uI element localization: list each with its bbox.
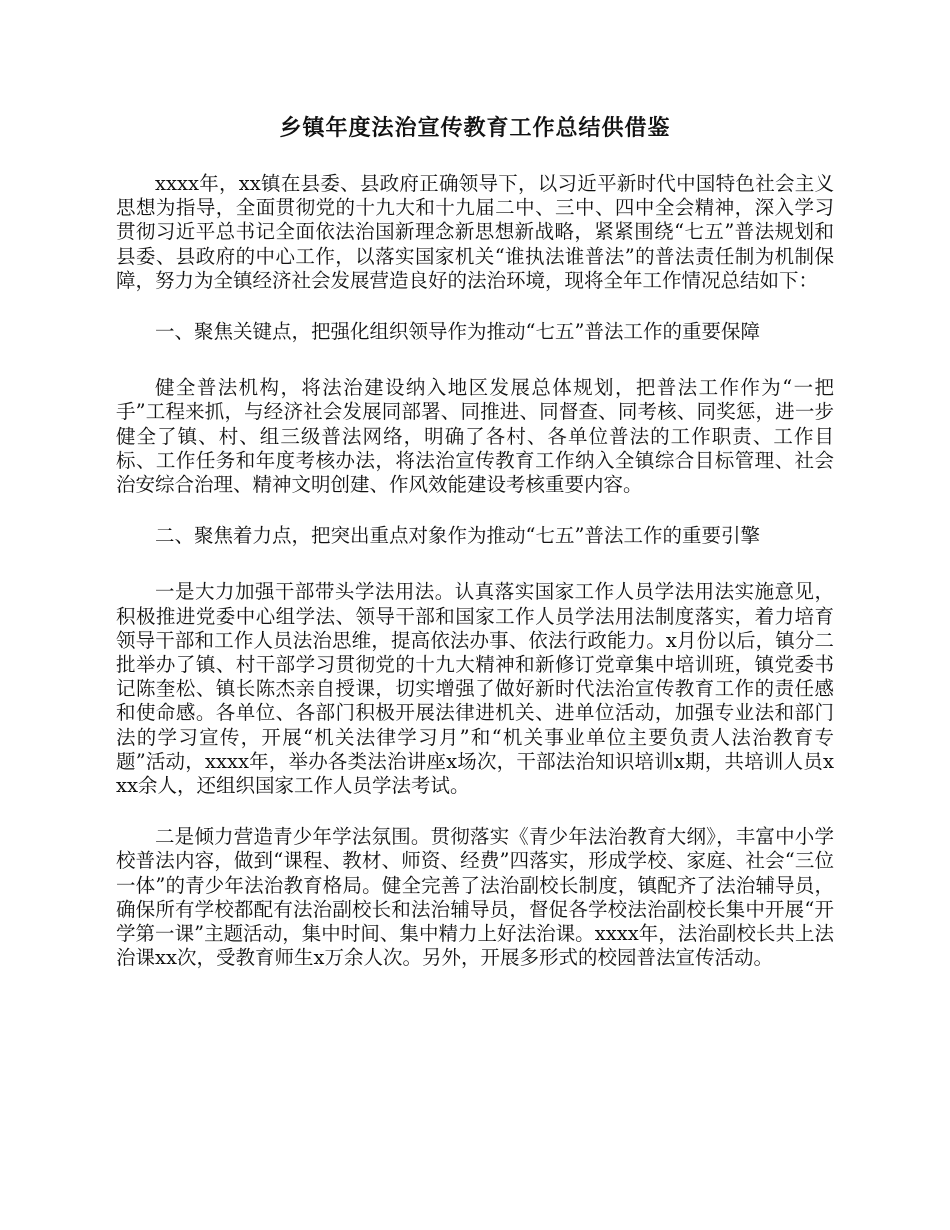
body-paragraph: 一是大力加强干部带头学法用法。认真落实国家工作人员学法用法实施意见，积极推进党委中心组学法、领导干部和国家工作人员学法用法制度落实，着力培育领导干部和工作人员法治思维，提高依法办事、依法行政能力。x月份以后，镇分二批举办了镇、村干部学习贯彻党的十九大精神和新修订党章集中培训班，镇党委书记陈奎松、镇长陈杰亲自授课，切实增强了做好新时代法治宣传教育工作的责任感和使命感。各单位、各部门积极开展法律进机关、进单位活动，加强专业法和部门法的学习宣传，开展“机关法律学习月”和“机关事业单位主要负责人法治教育专题”活动，xxxx年，举办各类法治讲座x场次，干部法治知识培训x期，共培训人员xxx余人，还组织国家工作人员学法考试。 [116, 580, 834, 798]
intro-paragraph: xxxx年，xx镇在县委、县政府正确领导下，以习近平新时代中国特色社会主义思想为指导，全面贯彻党的十九大和十九届二中、三中、四中全会精神，深入学习贯彻习近平总书记全面依法治国新理念新思想新战略，紧紧围绕“七五”普法规划和县委、县政府的中心工作，以落实国家机关“谁执法谁普法”的普法责任制为机制保障，努力为全镇经济社会发展营造良好的法治环境，现将全年工作情况总结如下： [116, 172, 834, 292]
document-title: 乡镇年度法治宣传教育工作总结供借鉴 [279, 115, 671, 141]
body-paragraph: 健全普法机构，将法治建设纳入地区发展总体规划，把普法工作作为“一把手”工程来抓，与经济社会发展同部署、同推进、同督查、同考核、同奖惩，进一步健全了镇、村、组三级普法网络，明确了各村、各单位普法的工作职责、工作目标、工作任务和年度考核办法，将法治宣传教育工作纳入全镇综合目标管理、社会治安综合治理、精神文明创建、作风效能建设考核重要内容。 [116, 376, 834, 497]
body-paragraph: 二是倾力营造青少年学法氛围。贯彻落实《青少年法治教育大纲》，丰富中小学校普法内容，做到“课程、教材、师资、经费”四落实，形成学校、家庭、社会“三位一体”的青少年法治教育格局。健全完善了法治副校长制度，镇配齐了法治辅导员，确保所有学校都配有法治副校长和法治辅导员，督促各学校法治副校长集中开展“开学第一课”主题活动，集中时间、集中精力上好法治课。xxxx年，法治副校长共上法治课xx次，受教育师生x万余人次。另外，开展多形式的校园普法宣传活动。 [116, 825, 834, 970]
document-body [116, 172, 834, 997]
section-heading-2: 二、聚焦着力点，把突出重点对象作为推动“七五”普法工作的重要引擎 [155, 524, 760, 548]
section-heading-1: 一、聚焦关键点，把强化组织领导作为推动“七五”普法工作的重要保障 [155, 320, 760, 344]
